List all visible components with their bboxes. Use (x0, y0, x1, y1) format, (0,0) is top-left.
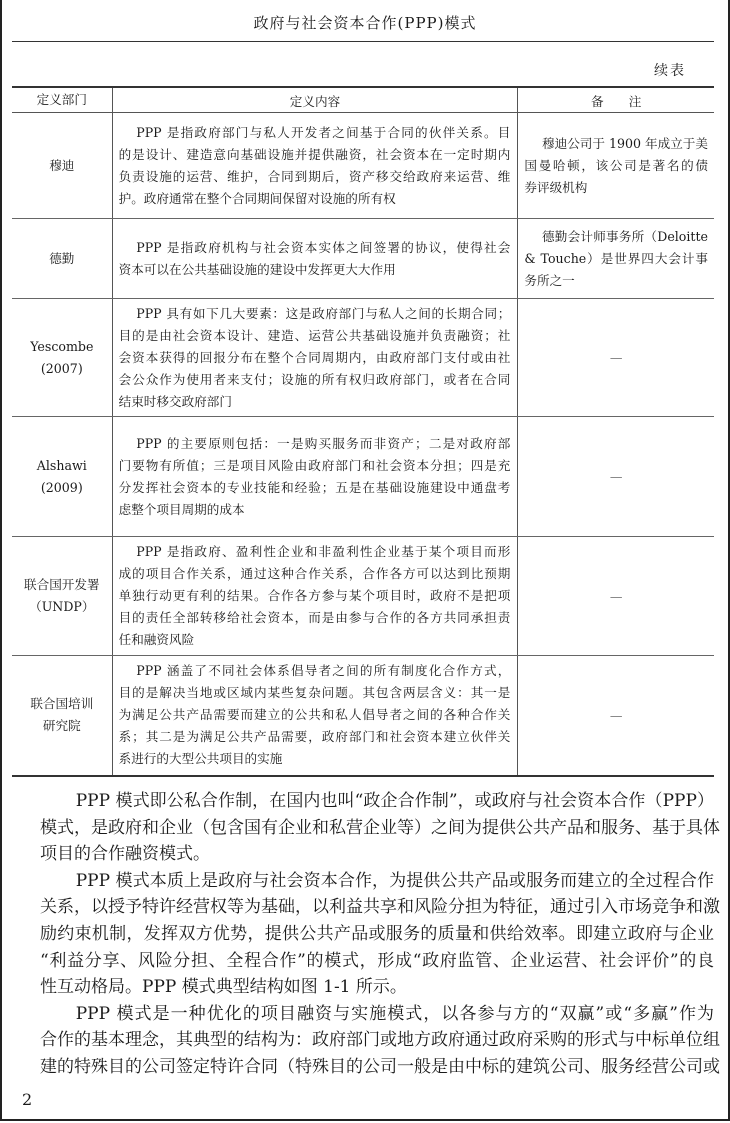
dept-line: （UNDP） (29, 599, 95, 614)
paragraph-line: 建的特殊目的公司签定特许合同（特殊目的公司一般是由中标的建筑公司、服务经营公司或 (40, 1056, 720, 1077)
dept-cell (12, 417, 112, 537)
dept-line: 德勤 (49, 250, 75, 266)
content-cell (112, 537, 518, 656)
note-cell (518, 113, 714, 219)
dept-line: 联合国培训 (30, 696, 94, 712)
header-dept: 定义部门 (12, 87, 112, 113)
header-rule (12, 41, 714, 42)
content-cell (112, 417, 518, 537)
body-text (40, 788, 720, 1081)
note-line: 国曼哈顿，该公司是著名的债 (524, 157, 708, 173)
table-row (12, 656, 714, 776)
note-cell (518, 417, 714, 537)
content-cell (112, 113, 518, 219)
dept-cell (12, 537, 112, 656)
table-row (12, 299, 714, 417)
note-cell (518, 299, 714, 417)
note-line: 务所之一 (524, 272, 575, 288)
header-content: 定义内容 (112, 87, 518, 113)
content-line: 的是设计、建造意向基础设施并提供融资，社会资本在一定时期内 (118, 146, 511, 162)
paragraph (40, 1001, 720, 1081)
note-line: 德勤会计师事务所（Deloitte (542, 228, 708, 244)
content-line: 成的项目合作关系，通过这种合作关系，合作各方可以达到比预期 (118, 566, 511, 581)
table-row (12, 219, 714, 299)
dept-line: (2007) (40, 360, 83, 376)
content-line: 目的责任全部转移给社会资本，而是由参与合作的各方共同承担责 (118, 610, 511, 625)
content-line: 目的是由社会资本设计、建造、运营公共基础设施并负责融资；社 (118, 327, 511, 343)
content-line: 分发挥社会资本的专业技能和经验；五是在基础设施建设中通盘考 (118, 479, 511, 495)
table-header-row (12, 87, 714, 113)
dept-cell (12, 219, 112, 299)
dept-line: 研究院 (42, 718, 81, 734)
note-cell (518, 219, 714, 299)
table-row (12, 537, 714, 656)
content-line: PPP 是指政府、盈利性企业和非盈利性企业基于某个项目而形 (136, 544, 511, 559)
paragraph-line: 关系，以授予特许经营权等为基础，以利益共享和风险分担为特征，通过引入市场竞争和激 (40, 897, 720, 918)
continued-label: 续表 (654, 63, 686, 79)
header-note: 备 注 (518, 87, 714, 113)
content-line: 负责设施的运营、维护，合同到期后，资产移交给政府来运营、维 (118, 168, 511, 184)
dept-line: 穆迪 (49, 157, 75, 173)
dash-placeholder: — (609, 469, 623, 484)
page-number: 2 (22, 1090, 33, 1109)
content-line: PPP 涵盖了不同社会体系倡导者之间的所有制度化合作方式， (136, 663, 511, 679)
dept-line: (2009) (40, 479, 83, 495)
paragraph-line: 合作的基本理念，其典型的结构为：政府部门或地方政府通过政府采购的形式与中标单位组 (40, 1030, 720, 1051)
content-line: 单独行动更有利的结果。合作各方参与某个项目时，政府不是把项 (118, 588, 511, 603)
ppp-definitions-table (12, 86, 714, 777)
dept-cell (12, 113, 112, 219)
dept-cell (12, 656, 112, 776)
note-line: 穆迪公司于 1900 年成立于美 (542, 135, 708, 151)
content-line: PPP 是指政府部门与私人开发者之间基于合同的伙伴关系。目 (136, 124, 511, 140)
paragraph-line: 模式，是政府和企业（包含国有企业和私营企业等）之间为提供公共产品和服务、基于具体 (40, 817, 720, 838)
paragraph-line: 励约束机制，发挥双方优势，提供公共产品或服务的质量和供给效率。即建立政府与企业 (40, 923, 714, 944)
content-line: 护。政府通常在整个合同期间保留对设施的所有权 (118, 190, 396, 206)
paragraph-line: “利益分享、风险分担、全程合作”的模式，形成“政府监管、企业运营、社会评价”的良 (40, 950, 714, 971)
paragraph-line: 性互动格局。PPP 模式典型结构如图 1-1 所示。 (40, 977, 407, 998)
content-line: 会资本获得的回报分布在整个合同周期内，由政府部门支付或由社 (118, 349, 511, 365)
content-line: 资本可以在公共基础设施的建设中发挥更大大作用 (118, 261, 396, 277)
note-line: & Touche）是世界四大会计事 (524, 250, 708, 266)
content-line: PPP 是指政府机构与社会资本实体之间签署的协议，使得社会 (136, 239, 511, 255)
content-line: 虑整个项目周期的成本 (118, 501, 245, 517)
dash-placeholder: — (609, 588, 623, 604)
paragraph (40, 868, 720, 1001)
note-cell (518, 537, 714, 656)
dept-line: Yescombe (30, 338, 94, 354)
content-line: PPP 具有如下几大要素：这是政府部门与私人之间的长期合同； (136, 305, 511, 321)
note-cell (518, 656, 714, 776)
table-row (12, 113, 714, 219)
content-line: 目的是解决当地或区域内某些复杂问题。其包含两层含义：其一是 (118, 685, 511, 701)
paragraph-line: PPP 模式即公私合作制，在国内也叫“政企合作制”，或政府与社会资本合作（PPP） (75, 791, 714, 811)
content-line: 任和融资风险 (118, 632, 195, 647)
content-line: PPP 的主要原则包括：一是购买服务而非资产；二是对政府部 (136, 435, 511, 451)
dept-line: Alshawi (36, 457, 87, 473)
content-line: 门要物有所值；三是项目风险由政府部门和社会资本分担；四是充 (118, 457, 511, 473)
running-head: 政府与社会资本合作(PPP)模式 (253, 14, 477, 32)
paragraph (40, 788, 720, 868)
dash-placeholder: — (609, 350, 623, 365)
content-line: 系进行的大型公共项目的实施 (118, 751, 283, 767)
content-cell (112, 299, 518, 417)
dash-placeholder: — (609, 707, 623, 723)
dept-line: 联合国开发署 (24, 577, 100, 592)
dept-cell (12, 299, 112, 417)
table-row (12, 417, 714, 537)
content-cell (112, 219, 518, 299)
content-line: 系；其二是为满足公共产品需要，政府部门和社会资本建立伙伴关 (118, 729, 511, 745)
note-line: 券评级机构 (524, 179, 588, 195)
content-cell (112, 656, 518, 776)
content-line: 会公众作为使用者来支付；设施的所有权归政府部门，或者在合同 (118, 371, 511, 387)
paragraph-line: PPP 模式本质上是政府与社会资本合作，为提供公共产品或服务而建立的全过程合作 (75, 870, 714, 891)
paragraph-line: 项目的合作融资模式。 (40, 844, 210, 865)
content-line: 为满足公共产品需要而建立的公共和私人倡导者之间的各种合作关 (118, 707, 511, 723)
paragraph-line: PPP 模式是一种优化的项目融资与实施模式，以各参与方的“双赢”或“多赢”作为 (75, 1003, 714, 1024)
content-line: 结束时移交政府部门 (118, 393, 232, 409)
